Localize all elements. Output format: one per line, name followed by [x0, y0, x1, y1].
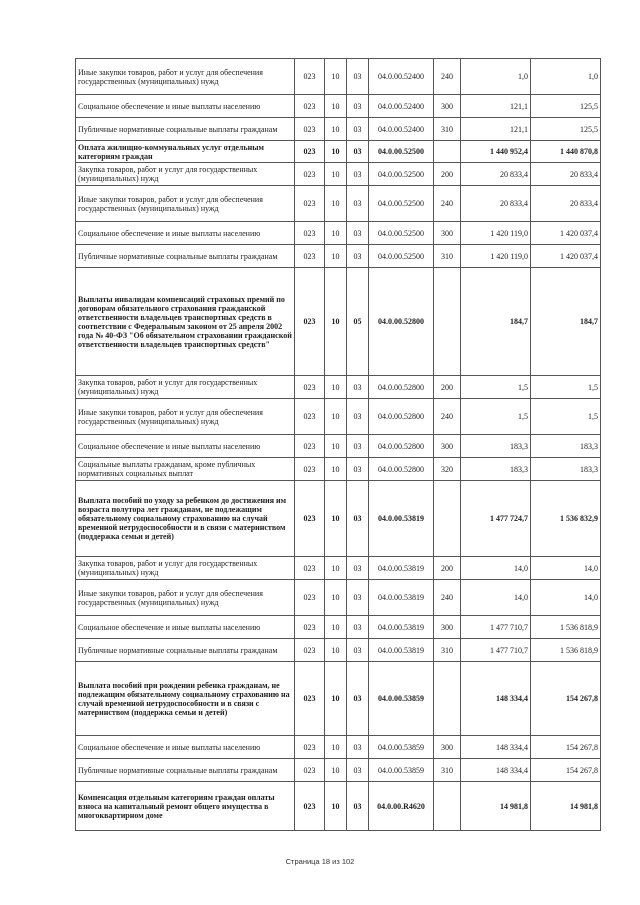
cell-amount-year2: 1 536 832,9 [531, 481, 601, 557]
cell-expense-type: 240 [434, 186, 461, 222]
cell-target-article: 04.0.00.52500 [369, 163, 434, 186]
table-row [76, 782, 601, 831]
table-row [76, 458, 601, 481]
cell-target-article: 04.0.00.52500 [369, 245, 434, 268]
cell-name: Публичные нормативные социальные выплаты гражданам [76, 118, 295, 141]
budget-table [75, 58, 601, 831]
cell-grbs: 023 [295, 399, 325, 435]
cell-target-article: 04.0.00.52400 [369, 95, 434, 118]
cell-subsection: 03 [347, 435, 369, 458]
cell-section: 10 [325, 616, 347, 639]
cell-expense-type [434, 662, 461, 736]
table-row [76, 481, 601, 557]
cell-expense-type: 300 [434, 222, 461, 245]
table-row [76, 639, 601, 662]
cell-target-article: 04.0.00.R4620 [369, 782, 434, 831]
cell-target-article: 04.0.00.53819 [369, 616, 434, 639]
cell-subsection: 03 [347, 639, 369, 662]
cell-amount-year1: 20 833,4 [461, 186, 531, 222]
table-row [76, 163, 601, 186]
cell-section: 10 [325, 639, 347, 662]
cell-subsection: 03 [347, 222, 369, 245]
cell-target-article: 04.0.00.53859 [369, 736, 434, 759]
cell-target-article: 04.0.00.53819 [369, 639, 434, 662]
cell-name: Публичные нормативные социальные выплаты гражданам [76, 245, 295, 268]
cell-subsection: 03 [347, 95, 369, 118]
cell-subsection: 03 [347, 662, 369, 736]
cell-target-article: 04.0.00.52800 [369, 376, 434, 399]
table-row [76, 759, 601, 782]
cell-grbs: 023 [295, 268, 325, 376]
cell-expense-type: 320 [434, 458, 461, 481]
cell-subsection: 03 [347, 580, 369, 616]
table-row [76, 580, 601, 616]
cell-target-article: 04.0.00.53819 [369, 580, 434, 616]
cell-expense-type [434, 268, 461, 376]
cell-section: 10 [325, 458, 347, 481]
cell-name: Выплаты инвалидам компенсаций страховых премий по договорам обязательного страхования гражданской ответственности владельцев транспортных средств в соответствии с Федеральным законом от 25 апреля 2002 года № 40-ФЗ "Об обязательном страховании гражданской ответственности владельцев транспортных средств" [76, 268, 295, 376]
cell-amount-year1: 183,3 [461, 458, 531, 481]
table-row [76, 736, 601, 759]
cell-amount-year2: 125,5 [531, 118, 601, 141]
cell-target-article: 04.0.00.52500 [369, 186, 434, 222]
cell-expense-type: 200 [434, 163, 461, 186]
cell-amount-year1: 148 334,4 [461, 662, 531, 736]
cell-name: Выплата пособий по уходу за ребенком до достижения им возраста полутора лет гражданам, не подлежащим обязательному социальному страхованию на случай временной нетрудоспособности и в связи с материнством (поддержка семьи и детей) [76, 481, 295, 557]
cell-amount-year1: 1 420 119,0 [461, 245, 531, 268]
cell-subsection: 03 [347, 141, 369, 163]
table-row [76, 118, 601, 141]
cell-amount-year2: 1 420 037,4 [531, 245, 601, 268]
cell-name: Иные закупки товаров, работ и услуг для обеспечения государственных (муниципальных) нужд [76, 580, 295, 616]
cell-grbs: 023 [295, 580, 325, 616]
cell-name: Выплата пособий при рождении ребенка гражданам, не подлежащим обязательному социальному страхованию на случай временной нетрудоспособности и в связи с материнством (поддержка семьи и детей) [76, 662, 295, 736]
table-row [76, 141, 601, 163]
cell-amount-year2: 184,7 [531, 268, 601, 376]
cell-amount-year2: 1 536 818,9 [531, 639, 601, 662]
table-row [76, 435, 601, 458]
cell-subsection: 03 [347, 163, 369, 186]
cell-subsection: 03 [347, 118, 369, 141]
cell-subsection: 03 [347, 736, 369, 759]
cell-amount-year1: 1 440 952,4 [461, 141, 531, 163]
cell-section: 10 [325, 95, 347, 118]
cell-subsection: 03 [347, 376, 369, 399]
cell-amount-year2: 183,3 [531, 458, 601, 481]
cell-subsection: 03 [347, 59, 369, 95]
cell-target-article: 04.0.00.52400 [369, 59, 434, 95]
cell-amount-year2: 20 833,4 [531, 163, 601, 186]
cell-grbs: 023 [295, 616, 325, 639]
table-row [76, 662, 601, 736]
cell-name: Иные закупки товаров, работ и услуг для обеспечения государственных (муниципальных) нужд [76, 399, 295, 435]
cell-amount-year2: 14,0 [531, 557, 601, 580]
cell-name: Закупка товаров, работ и услуг для государственных (муниципальных) нужд [76, 557, 295, 580]
cell-amount-year2: 1,5 [531, 399, 601, 435]
cell-amount-year1: 14 981,8 [461, 782, 531, 831]
cell-name: Оплата жилищно-коммунальных услуг отдельным категориям граждан [76, 141, 295, 163]
cell-amount-year2: 1,0 [531, 59, 601, 95]
cell-amount-year1: 183,3 [461, 435, 531, 458]
cell-amount-year1: 20 833,4 [461, 163, 531, 186]
cell-amount-year2: 125,5 [531, 95, 601, 118]
cell-subsection: 03 [347, 399, 369, 435]
cell-section: 10 [325, 557, 347, 580]
cell-grbs: 023 [295, 736, 325, 759]
cell-grbs: 023 [295, 141, 325, 163]
cell-name: Социальные выплаты гражданам, кроме публичных нормативных социальных выплат [76, 458, 295, 481]
cell-section: 10 [325, 580, 347, 616]
cell-subsection: 03 [347, 458, 369, 481]
table-row [76, 245, 601, 268]
cell-expense-type: 310 [434, 245, 461, 268]
cell-section: 10 [325, 736, 347, 759]
cell-grbs: 023 [295, 95, 325, 118]
cell-expense-type: 300 [434, 736, 461, 759]
cell-target-article: 04.0.00.52800 [369, 399, 434, 435]
cell-grbs: 023 [295, 118, 325, 141]
cell-grbs: 023 [295, 245, 325, 268]
cell-amount-year2: 1 536 818,9 [531, 616, 601, 639]
cell-name: Компенсация отдельным категориям граждан оплаты взноса на капитальный ремонт общего имущества в многоквартирном доме [76, 782, 295, 831]
cell-section: 10 [325, 222, 347, 245]
cell-target-article: 04.0.00.53859 [369, 759, 434, 782]
cell-grbs: 023 [295, 458, 325, 481]
cell-name: Социальное обеспечение и иные выплаты населению [76, 616, 295, 639]
cell-amount-year2: 183,3 [531, 435, 601, 458]
table-row [76, 186, 601, 222]
cell-amount-year1: 148 334,4 [461, 736, 531, 759]
table-row [76, 268, 601, 376]
cell-target-article: 04.0.00.53859 [369, 662, 434, 736]
cell-amount-year2: 154 267,8 [531, 662, 601, 736]
cell-amount-year1: 1,5 [461, 399, 531, 435]
cell-amount-year2: 1,5 [531, 376, 601, 399]
cell-subsection: 03 [347, 245, 369, 268]
cell-amount-year1: 1 477 710,7 [461, 616, 531, 639]
cell-target-article: 04.0.00.52800 [369, 435, 434, 458]
cell-target-article: 04.0.00.52500 [369, 222, 434, 245]
cell-subsection: 03 [347, 557, 369, 580]
cell-expense-type: 300 [434, 435, 461, 458]
cell-section: 10 [325, 268, 347, 376]
cell-name: Социальное обеспечение и иные выплаты населению [76, 736, 295, 759]
cell-section: 10 [325, 186, 347, 222]
cell-target-article: 04.0.00.52800 [369, 268, 434, 376]
cell-expense-type: 310 [434, 118, 461, 141]
table-row [76, 222, 601, 245]
cell-section: 10 [325, 435, 347, 458]
cell-name: Публичные нормативные социальные выплаты гражданам [76, 759, 295, 782]
cell-subsection: 05 [347, 268, 369, 376]
cell-amount-year2: 1 440 870,8 [531, 141, 601, 163]
cell-name: Иные закупки товаров, работ и услуг для обеспечения государственных (муниципальных) нужд [76, 59, 295, 95]
cell-expense-type [434, 481, 461, 557]
cell-target-article: 04.0.00.53819 [369, 481, 434, 557]
cell-amount-year1: 1,5 [461, 376, 531, 399]
cell-expense-type [434, 782, 461, 831]
cell-grbs: 023 [295, 59, 325, 95]
cell-name: Социальное обеспечение и иные выплаты населению [76, 95, 295, 118]
table-row [76, 399, 601, 435]
cell-target-article: 04.0.00.52800 [369, 458, 434, 481]
cell-section: 10 [325, 376, 347, 399]
cell-expense-type: 310 [434, 639, 461, 662]
budget-table-body [76, 59, 601, 831]
cell-amount-year1: 1 420 119,0 [461, 222, 531, 245]
table-row [76, 376, 601, 399]
cell-name: Социальное обеспечение и иные выплаты населению [76, 222, 295, 245]
cell-expense-type: 240 [434, 399, 461, 435]
cell-expense-type: 300 [434, 616, 461, 639]
cell-amount-year1: 14,0 [461, 580, 531, 616]
cell-section: 10 [325, 59, 347, 95]
cell-section: 10 [325, 662, 347, 736]
cell-grbs: 023 [295, 759, 325, 782]
cell-amount-year1: 1 477 724,7 [461, 481, 531, 557]
cell-grbs: 023 [295, 782, 325, 831]
cell-subsection: 03 [347, 186, 369, 222]
cell-subsection: 03 [347, 759, 369, 782]
cell-grbs: 023 [295, 639, 325, 662]
cell-amount-year2: 20 833,4 [531, 186, 601, 222]
cell-amount-year1: 184,7 [461, 268, 531, 376]
cell-amount-year2: 154 267,8 [531, 759, 601, 782]
cell-name: Публичные нормативные социальные выплаты гражданам [76, 639, 295, 662]
cell-name: Иные закупки товаров, работ и услуг для обеспечения государственных (муниципальных) нужд [76, 186, 295, 222]
cell-grbs: 023 [295, 557, 325, 580]
table-row [76, 616, 601, 639]
cell-name: Социальное обеспечение и иные выплаты населению [76, 435, 295, 458]
table-row [76, 557, 601, 580]
cell-grbs: 023 [295, 662, 325, 736]
cell-expense-type: 240 [434, 59, 461, 95]
cell-section: 10 [325, 118, 347, 141]
cell-grbs: 023 [295, 376, 325, 399]
cell-target-article: 04.0.00.52400 [369, 118, 434, 141]
cell-expense-type: 300 [434, 95, 461, 118]
table-row [76, 59, 601, 95]
page-number: Страница 18 из 102 [285, 857, 355, 866]
cell-amount-year1: 121,1 [461, 118, 531, 141]
cell-section: 10 [325, 759, 347, 782]
cell-amount-year2: 14 981,8 [531, 782, 601, 831]
cell-grbs: 023 [295, 163, 325, 186]
cell-subsection: 03 [347, 616, 369, 639]
cell-amount-year2: 154 267,8 [531, 736, 601, 759]
cell-expense-type: 200 [434, 376, 461, 399]
cell-subsection: 03 [347, 782, 369, 831]
cell-section: 10 [325, 782, 347, 831]
cell-section: 10 [325, 141, 347, 163]
cell-amount-year1: 1 477 710,7 [461, 639, 531, 662]
cell-section: 10 [325, 399, 347, 435]
cell-grbs: 023 [295, 481, 325, 557]
cell-target-article: 04.0.00.53819 [369, 557, 434, 580]
cell-target-article: 04.0.00.52500 [369, 141, 434, 163]
cell-amount-year1: 121,1 [461, 95, 531, 118]
cell-name: Закупка товаров, работ и услуг для государственных (муниципальных) нужд [76, 163, 295, 186]
cell-name: Закупка товаров, работ и услуг для государственных (муниципальных) нужд [76, 376, 295, 399]
cell-section: 10 [325, 481, 347, 557]
cell-amount-year2: 14,0 [531, 580, 601, 616]
cell-grbs: 023 [295, 186, 325, 222]
cell-grbs: 023 [295, 435, 325, 458]
cell-amount-year1: 14,0 [461, 557, 531, 580]
cell-section: 10 [325, 245, 347, 268]
cell-amount-year1: 148 334,4 [461, 759, 531, 782]
table-row [76, 95, 601, 118]
cell-section: 10 [325, 163, 347, 186]
cell-expense-type: 240 [434, 580, 461, 616]
cell-amount-year2: 1 420 037,4 [531, 222, 601, 245]
cell-expense-type: 310 [434, 759, 461, 782]
cell-grbs: 023 [295, 222, 325, 245]
cell-amount-year1: 1,0 [461, 59, 531, 95]
cell-subsection: 03 [347, 481, 369, 557]
cell-expense-type [434, 141, 461, 163]
cell-expense-type: 200 [434, 557, 461, 580]
